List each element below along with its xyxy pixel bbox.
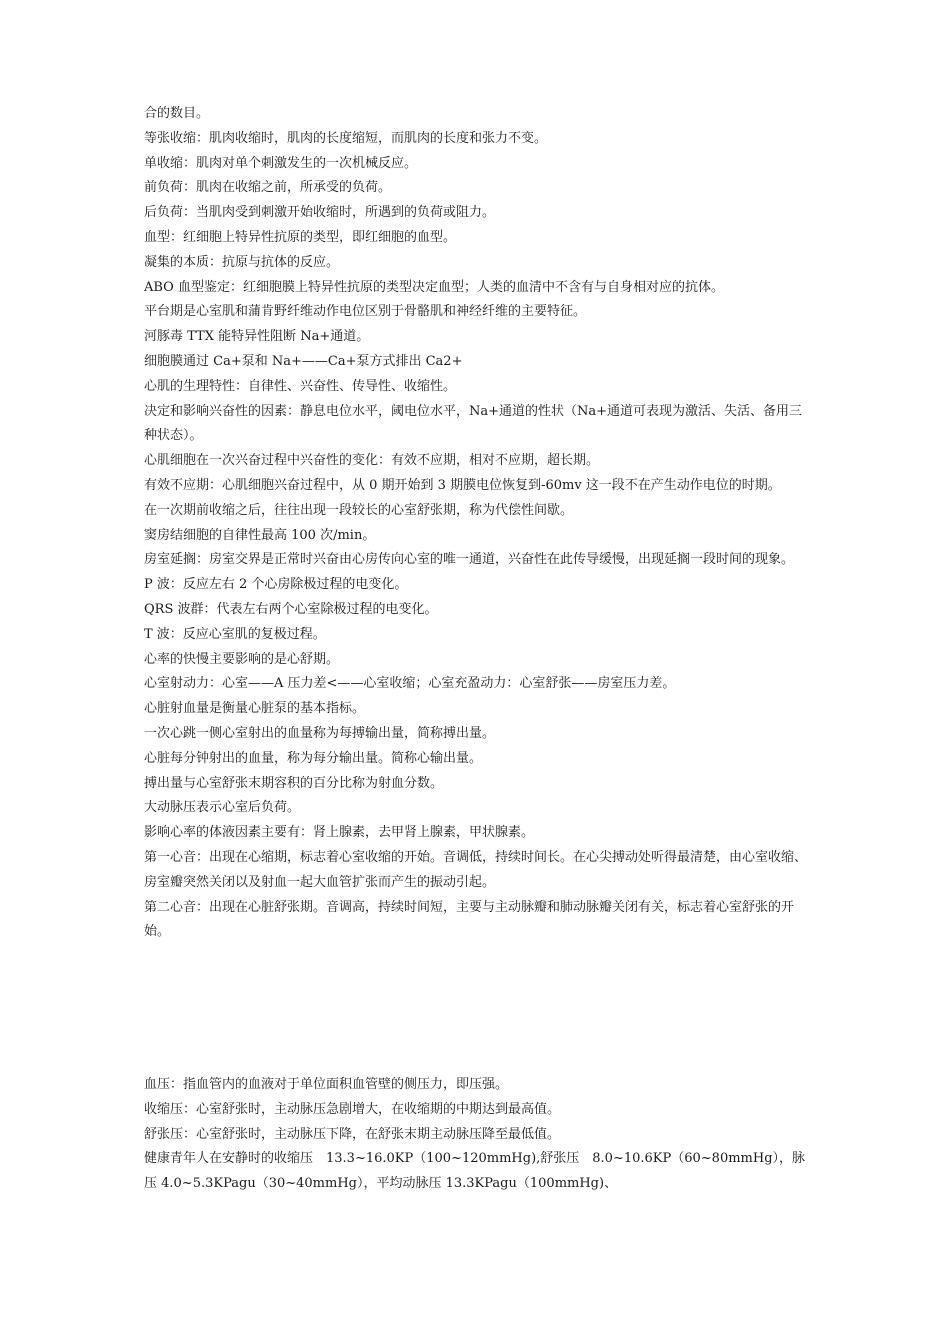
text-line: 凝集的本质：抗原与抗体的反应。 [144,254,340,270]
text-line: 健康青年人在安静时的收缩压 13.3~16.0KP（100~120mmHg),舒张压 8.0~10.6KP（60~80mmHg），脉压 4.0~5.3KPagu（30~40mmHg），平均动脉压 13.3KPagu（100mmHg)、 [144,1151,806,1192]
text-line: 前负荷：肌肉在收缩之前，所承受的负荷。 [144,180,392,196]
text-line: 舒张压：心室舒张时，主动脉压下降，在舒张末期主动脉压降至最低值。 [144,1126,561,1142]
text-line: 心室射动力：心室——A 压力差<——心室收缩；心室充盈动力：心室舒张——房室压力差。 [144,676,676,692]
text-line: 决定和影响兴奋性的因素：静息电位水平，阈电位水平，Na+通道的性状（Na+通道可表现为激活、失活、备用三种状态）。 [144,403,803,444]
text-line: 心率的快慢主要影响的是心舒期。 [144,651,340,667]
text-line: 第一心音：出现在心缩期，标志着心室收缩的开始。音调低，持续时间长。在心尖搏动处听得最清楚，由心室收缩、房室瓣突然关闭以及射血一起大血管扩张而产生的振动引起。 [144,849,808,890]
text-line: 心脏射血量是衡量心脏泵的基本指标。 [144,701,366,717]
text-line: P 波：反应左右 2 个心房除极过程的电变化。 [144,577,408,593]
text-line: 大动脉压表示心室后负荷。 [144,800,301,816]
text-line: 河豚毒 TTX 能特异性阻断 Na+通道。 [144,329,370,345]
text-line: ABO 血型鉴定：红细胞膜上特异性抗原的类型决定血型；人类的血清中不含有与自身相对应的抗体。 [144,279,724,295]
text-section-blood-pressure [144,1073,809,1197]
text-line: 窦房结细胞的自律性最高 100 次/min。 [144,527,376,543]
text-line: T 波：反应心室肌的复极过程。 [144,626,326,642]
text-line: 细胞膜通过 Ca+泵和 Na+——Ca+泵方式排出 Ca2+ [144,353,463,369]
text-line: 影响心率的体液因素主要有：肾上腺素，去甲肾上腺素，甲状腺素。 [144,825,535,841]
text-line: 房室延搁：房室交界是正常时兴奋由心房传向心室的唯一通道，兴奋性在此传导缓慢，出现延搁一段时间的现象。 [144,552,795,568]
text-line: 血型：红细胞上特异性抗原的类型，即红细胞的血型。 [144,229,457,245]
text-line: 血压：指血管内的血液对于单位面积血管壁的侧压力，即压强。 [144,1077,509,1092]
text-line: 后负荷：当肌肉受到刺激开始收缩时，所遇到的负荷或阻力。 [144,205,496,221]
text-line: 第二心音：出现在心脏舒张期。音调高，持续时间短，主要与主动脉瓣和肺动脉瓣关闭有关，标志着心室舒张的开始。 [144,899,795,940]
text-line: 等张收缩：肌肉收缩时，肌肉的长度缩短，而肌肉的长度和张力不变。 [144,130,548,146]
text-line: 平台期是心室肌和蒲肯野纤维动作电位区别于骨骼肌和神经纤维的主要特征。 [144,304,587,320]
text-line: 心肌的生理特性：自律性、兴奋性、传导性、收缩性。 [144,378,457,394]
text-line: 在一次期前收缩之后，往往出现一段较长的心室舒张期，称为代偿性间歇。 [144,502,574,518]
text-section-cardiac-physiology [144,102,809,945]
text-line: 收缩压：心室舒张时，主动脉压急剧增大，在收缩期的中期达到最高值。 [144,1101,561,1117]
text-line: 合的数目。 [144,106,210,121]
text-line: 有效不应期：心肌细胞兴奋过程中，从 0 期开始到 3 期膜电位恢复到-60mv 这一段不在产生动作电位的时期。 [144,477,781,493]
text-line: 心肌细胞在一次兴奋过程中兴奋性的变化：有效不应期，相对不应期，超长期。 [144,453,600,469]
text-line: 单收缩：肌肉对单个刺激发生的一次机械反应。 [144,155,418,171]
text-line: 心脏每分钟射出的血量，称为每分输出量。简称心输出量。 [144,750,483,766]
text-line: 一次心跳一侧心室射出的血量称为每搏输出量，简称搏出量。 [144,725,496,741]
text-line: QRS 波群：代表左右两个心室除极过程的电变化。 [144,601,438,617]
text-line: 搏出量与心室舒张末期容积的百分比称为射血分数。 [144,775,444,791]
